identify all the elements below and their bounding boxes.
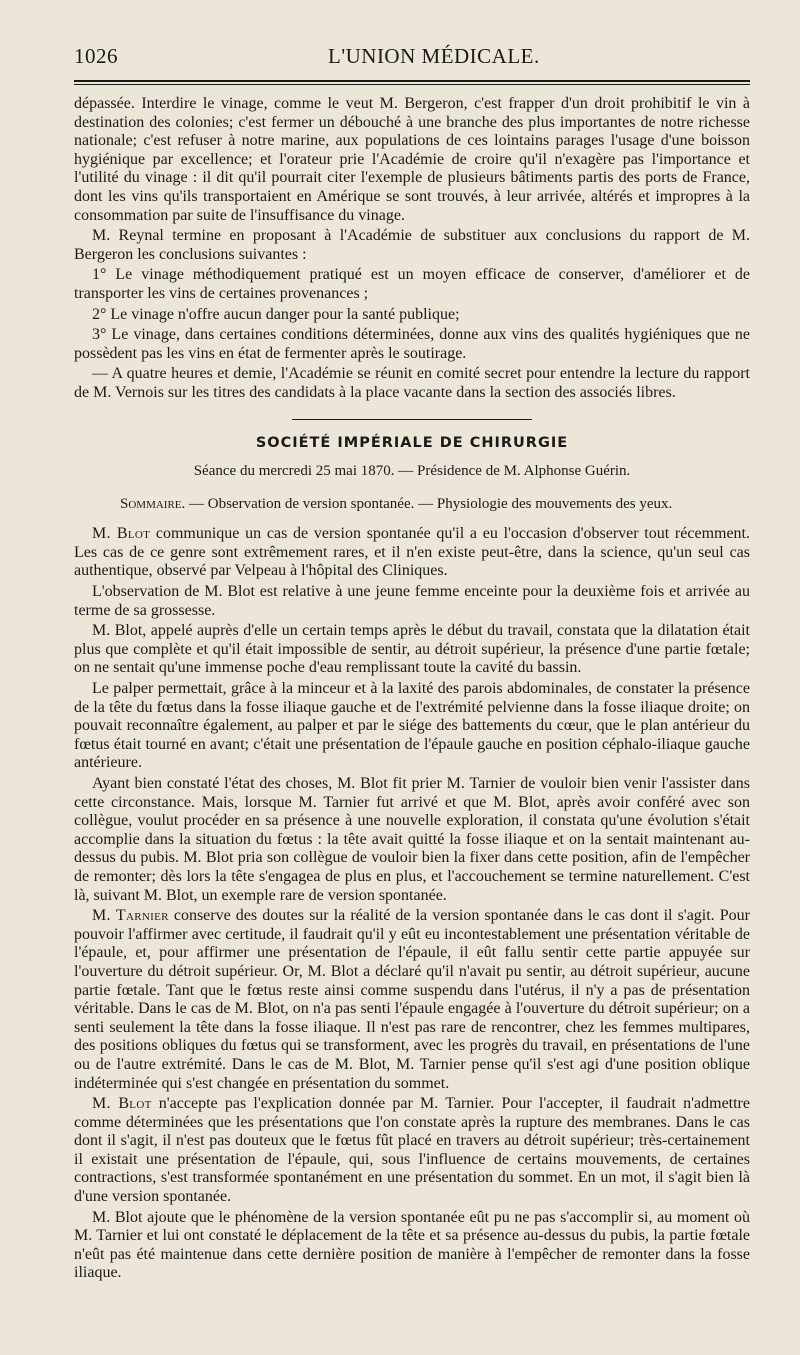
session-line: Séance du mercredi 25 mai 1870. — Présidence de M. Alphonse Guérin. bbox=[193, 463, 631, 480]
speaker-name: M. Blot bbox=[92, 525, 151, 543]
paragraph: M. Reynal termine en proposant à l'Académie de substituer aux conclusions du rapport de M. Bergeron les conclusions suivantes : bbox=[74, 227, 750, 263]
paragraph: M. Blot ajoute que le phénomène de la version spontanée eût pu ne pas s'accomplir si, au moment où M. Tarnier et lui ont constaté le déplacement de la tête et sa présence au-dessus du pubis, la partie fœtale n'eût pas été maintenue dans cette dernière position de manière à l'empêcher de remonter dans la fosse iliaque. bbox=[74, 1208, 750, 1282]
summary-label: Sommaire. bbox=[120, 495, 186, 512]
paragraph: 1° Le vinage méthodiquement pratiqué est un moyen efficace de conserver, d'améliorer et de transporter les vins de certaines provenances ; bbox=[74, 266, 750, 302]
speaker-name: M. Blot bbox=[92, 1095, 152, 1113]
paragraph: 2° Le vinage n'offre aucun danger pour la santé publique; bbox=[92, 305, 460, 323]
summary-text: — Observation de version spontanée. — Physiologie des mouvements des yeux. bbox=[185, 495, 673, 512]
paragraph: 3° Le vinage, dans certaines conditions déterminées, donne aux vins des qualités hygiéniques que ne possèdent pas les vins en état de fermenter après le soutirage. bbox=[74, 326, 750, 362]
running-title: L'UNION MÉDICALE. bbox=[328, 44, 540, 68]
speaker-name: M. Tarnier bbox=[92, 907, 169, 925]
section-title: SOCIÉTÉ IMPÉRIALE DE CHIRURGIE bbox=[255, 434, 569, 451]
header-rule bbox=[74, 80, 750, 82]
section-separator bbox=[292, 419, 532, 420]
paragraph: Le palper permettait, grâce à la minceur et à la laxité des parois abdominales, de constater la présence de la tête du fœtus dans la fosse iliaque gauche et de l'extrémité pelvienne dans la fosse iliaque droite; on pouvait reconnaître également, au palper et par le siége des battements du cœur, que le plan antérieur du fœtus était tourné en avant; c'était une présentation de l'épaule gauche en position céphalo-iliaque gauche antérieure. bbox=[74, 680, 750, 772]
paragraph: dépassée. Interdire le vinage, comme le veut M. Bergeron, c'est frapper d'un droit prohibitif le vin à destination des colonies; c'est fermer un débouché à une branche des plus importantes de notre richesse nationale; c'est refuser à notre marine, aux populations de ces lointains parages l'usage d'une boisson hygiénique par excellence; et l'orateur prie l'Académie de croire qu'il n'exagère pas l'importance et l'utilité du vinage : il dit qu'il pourrait citer l'exemple de plusieurs bâtiments partis des ports de France, dont les vins qu'ils transportaient en Amérique se sont trouvés, à leur arrivée, altérés et impropres à la consommation par suite de l'insuffisance du vinage. bbox=[74, 95, 750, 224]
paragraph: Ayant bien constaté l'état des choses, M. Blot fit prier M. Tarnier de vouloir bien venir l'assister dans cette circonstance. Mais, lorsque M. Tarnier fut arrivé et que M. Blot, après avoir conféré avec son collègue, voulut procéder en sa présence à une nouvelle exploration, il constata qu'une évolution s'était accomplie dans la situation du fœtus : la tête avait quitté la fosse iliaque et on la sentait maintenant au-dessus du pubis. M. Blot pria son collègue de vouloir bien la fixer dans cette position, afin de l'empêcher de remonter; dès lors la tête s'engagea de plus en plus, et l'accouchement se termine naturellement. C'est là, suivant M. Blot, un exemple rare de version spontanée. bbox=[74, 775, 750, 904]
header-rule-thin bbox=[74, 84, 750, 85]
article-body bbox=[74, 95, 750, 1283]
paragraph: M. Blot, appelé auprès d'elle un certain temps après le début du travail, constata que la dilatation était plus que complète et qu'il était impossible de sentir, au détroit supérieur, la présence d'une partie fœtale; on ne sentait qu'une immense poche d'eau remplissant toute la cavité du bassin. bbox=[74, 622, 750, 677]
page-header bbox=[74, 44, 750, 70]
summary-line bbox=[74, 495, 750, 514]
paragraph: M. Blot n'accepte pas l'explication donnée par M. Tarnier. Pour l'accepter, il faudrait n'admettre comme déterminées que les présentations que l'on constate après la rupture des membranes. Dans le cas dont il s'agit, il n'est pas douteux que le fœtus fût placé en travers au détroit supérieur; très-certainement il existait une présentation de l'épaule, qui, sous l'influence de certains mouvements, de certaines contractions, s'est transformée spontanément en une présentation du sommet. En un mot, il s'agit bien là d'une version spontanée. bbox=[74, 1095, 750, 1206]
page-number: 1026 bbox=[74, 44, 118, 68]
paragraph: — A quatre heures et demie, l'Académie se réunit en comité secret pour entendre la lecture du rapport de M. Vernois sur les titres des candidats à la place vacante dans la section des associés libres. bbox=[74, 365, 750, 401]
paragraph: M. Tarnier conserve des doutes sur la réalité de la version spontanée dans le cas dont il s'agit. Pour pouvoir l'affirmer avec certitude, il faudrait qu'il y eût eu incontestablement une présentation véritable de l'épaule, et, pour affirmer une présentation de l'épaule, il eût fallu sentir cette partie appuyée sur l'ouverture du détroit supérieur. Or, M. Blot a déclaré qu'il n'avait pu sentir, au détroit supérieur, aucune partie fœtale. Tant que le fœtus reste ainsi comme suspendu dans l'utérus, il n'y a pas de présentation véritable. Dans le cas de M. Blot, on n'a pas senti l'épaule engagée à l'ouverture du détroit supérieur; on a senti seulement la tête dans la fosse iliaque. Il n'est pas rare de rencontrer, chez les femmes multipares, des positions obliques du fœtus qui se transforment, avec les progrès du travail, en présentations de l'une ou de l'autre extrémité. Dans le cas de M. Blot, M. Tarnier pense qu'il s'est agi d'une position oblique indéterminée qui s'est changée en présentation du sommet. bbox=[74, 907, 750, 1092]
paragraph: M. Blot communique un cas de version spontanée qu'il a eu l'occasion d'observer tout récemment. Les cas de ce genre sont extrêmement rares, et il n'en existe peut-être, dans la science, qu'un seul cas authentique, observé par Velpeau à l'hôpital des Cliniques. bbox=[74, 525, 751, 580]
paragraph: L'observation de M. Blot est relative à une jeune femme enceinte pour la deuxième fois et arrivée au terme de sa grossesse. bbox=[74, 583, 750, 619]
